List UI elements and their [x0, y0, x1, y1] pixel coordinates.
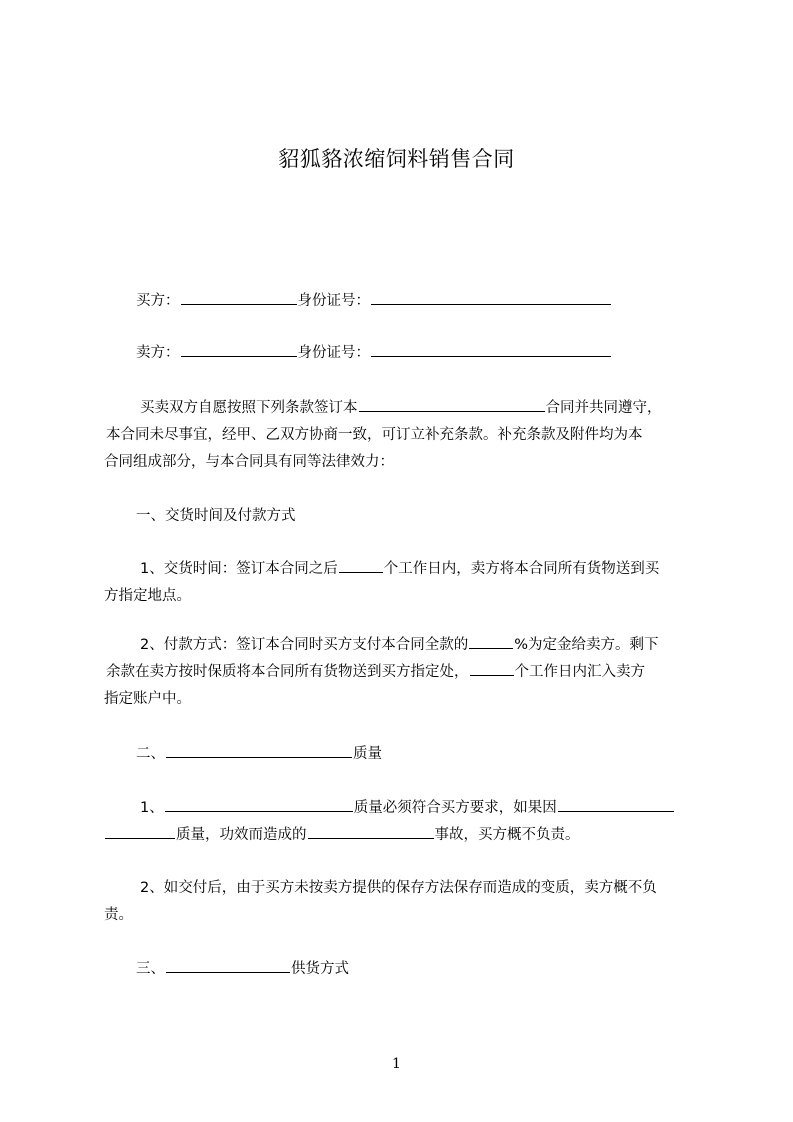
preamble-text-1b: 合同并共同遵守， — [545, 400, 662, 416]
quality-cause-blank — [558, 798, 674, 812]
section3-number: 三、 — [136, 961, 165, 977]
section2-number: 二、 — [136, 746, 165, 762]
delivery-days-blank — [339, 559, 383, 573]
section1-heading: 一、交货时间及付款方式 — [136, 508, 296, 524]
quality-item-number: 1、 — [140, 800, 164, 816]
section2-item1-line2 — [104, 825, 580, 845]
page-title: 貂狐貉浓缩饲料销售合同 — [278, 147, 515, 171]
deposit-percent-blank — [469, 635, 513, 649]
product-name-blank — [166, 744, 352, 758]
preamble-line-3: 合同组成部分，与本合同具有同等法律效力： — [104, 454, 394, 470]
section2-item2-line1: 2、如交付后，由于买方未按卖方提供的保存方法保存而造成的变质，卖方概不负 — [140, 880, 657, 896]
buyer-name-blank — [181, 291, 297, 305]
delivery-time-text-2: 个工作日内，卖方将本合同所有货物送到买 — [383, 561, 660, 577]
contract-name-blank — [359, 398, 545, 412]
preamble-line-2: 本合同未尽事宜，经甲、乙双方协商一致，可订立补充条款。补充条款及附件均为本 — [106, 427, 643, 443]
section3-heading — [136, 959, 349, 979]
section1-item1-line2: 方指定地点。 — [104, 588, 191, 604]
seller-line — [136, 343, 612, 363]
delivery-time-text: 1、交货时间：签订本合同之后 — [140, 561, 338, 577]
payment-text-4: 个工作日内汇入卖方 — [514, 664, 645, 680]
buyer-label: 买方： — [136, 293, 180, 309]
section1-item1-line1 — [140, 559, 659, 579]
quality-text-3: 事故，买方概不负责。 — [434, 827, 580, 843]
section1-item2-line1 — [140, 635, 659, 655]
seller-id-blank — [371, 343, 611, 357]
payment-text: 2、付款方式：签订本合同时买方支付本合同全款的 — [140, 637, 469, 653]
quality-text: 质量必须符合买方要求，如果因 — [353, 800, 557, 816]
seller-label: 卖方： — [136, 345, 180, 361]
quality-product-blank — [165, 798, 353, 812]
seller-id-label: 身份证号： — [297, 345, 370, 361]
section2-title: 质量 — [353, 746, 382, 762]
seller-name-blank — [181, 343, 297, 357]
buyer-line — [136, 291, 612, 311]
accident-blank — [308, 825, 434, 839]
section2-item1-line1 — [140, 798, 675, 818]
preamble-line-1 — [140, 398, 662, 418]
quality-cause-blank-2 — [105, 825, 175, 839]
section1-item2-line3: 指定账户中。 — [104, 691, 191, 707]
section2-heading — [136, 744, 382, 764]
buyer-id-label: 身份证号： — [297, 293, 370, 309]
section2-item2-line2: 责。 — [104, 907, 133, 923]
section1-item2-line2 — [106, 662, 645, 682]
payment-text-3: 余款在卖方按时保质将本合同所有货物送到买方指定处， — [106, 664, 469, 680]
quality-text-2: 质量，功效而造成的 — [176, 827, 307, 843]
preamble-text-1a: 买卖双方自愿按照下列条款签订本 — [140, 400, 358, 416]
buyer-id-blank — [371, 291, 611, 305]
supply-product-blank — [166, 959, 290, 973]
payment-text-2: %为定金给卖方。剩下 — [514, 637, 659, 653]
section3-title: 供货方式 — [291, 961, 349, 977]
page-number: 1 — [392, 1056, 401, 1072]
remittance-days-blank — [470, 662, 514, 676]
